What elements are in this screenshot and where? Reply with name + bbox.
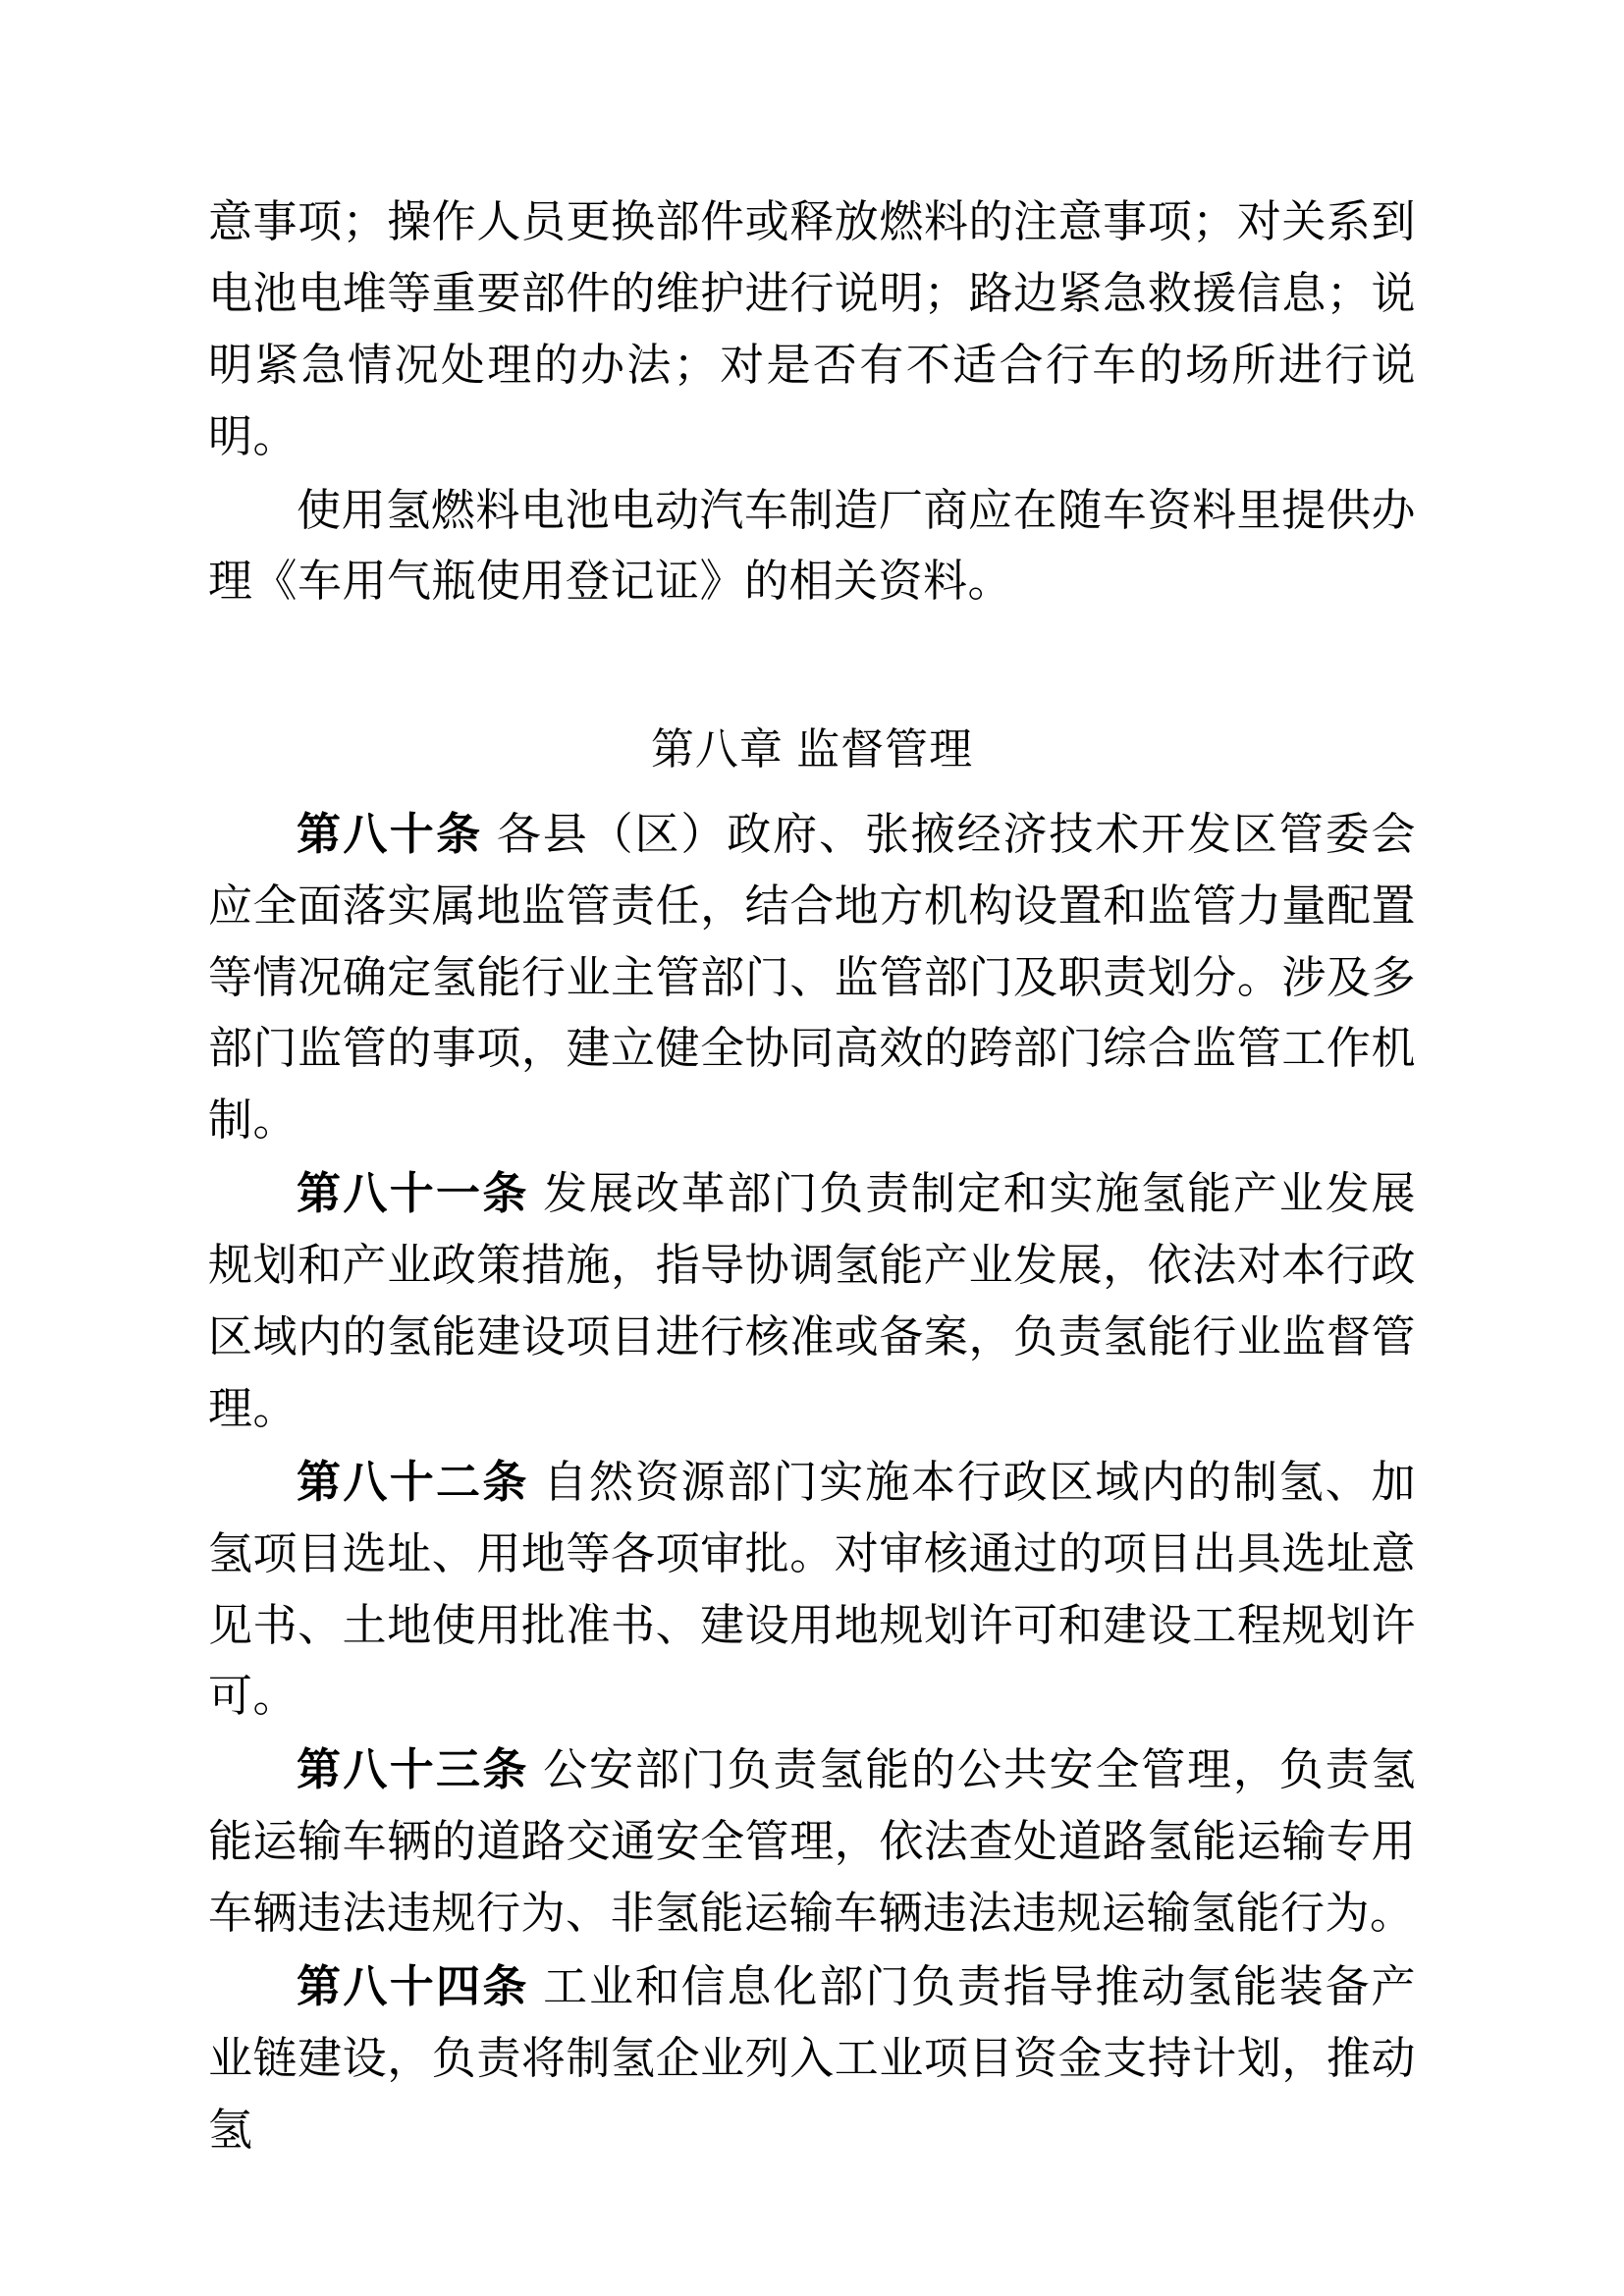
article-83-text: 公安部门负责氢能的公共安全管理，负责氢能运输车辆的道路交通安全管理，依法查处道路氢能运输专用车辆违法违规行为、非氢能运输车辆违法违规运输氢能行为。 [208,1744,1416,1939]
article-80-text: 各县（区）政府、张掖经济技术开发区管委会应全面落实属地监管责任，结合地方机构设置和监管力量配置等情况确定氢能行业主管部门、监管部门及职责划分。涉及多部门监管的事项，建立健全协同高效的跨部门综合监管工作机制。 [208,808,1416,1146]
article-80-label: 第八十条 [297,808,483,859]
article-81-label: 第八十一条 [297,1168,529,1219]
article-82 [208,1447,1416,1734]
article-83 [208,1735,1416,1949]
article-84-label: 第八十四条 [297,1960,529,2011]
chapter-heading: 第八章 监督管理 [650,725,974,774]
article-82-text: 自然资源部门实施本行政区域内的制氢、加氢项目选址、用地等各项审批。对审核通过的项目出具选址意见书、土地使用批准书、建设用地规划许可和建设工程规划许可。 [208,1456,1416,1722]
section-spacer [208,619,1416,661]
article-83-label: 第八十三条 [297,1744,529,1795]
document-body [208,187,1416,2166]
article-84-text: 工业和信息化部门负责指导推动氢能装备产业链建设，负责将制氢企业列入工业项目资金支持计划，推动氢 [208,1960,1416,2155]
paragraph-registration-certificate: 使用氢燃料电池电动汽车制造厂商应在随车资料里提供办理《车用气瓶使用登记证》的相关资料。 [208,484,1416,607]
article-81-text: 发展改革部门负责制定和实施氢能产业发展规划和产业政策措施，指导协调氢能产业发展，依法对本行政区域内的氢能建设项目进行核准或备案，负责氢能行业监督管理。 [208,1168,1416,1433]
article-81 [208,1158,1416,1445]
article-84 [208,1951,1416,2166]
article-82-label: 第八十二条 [297,1456,529,1507]
paragraph-continued: 意事项；操作人员更换部件或释放燃料的注意事项；对关系到电池电堆等重要部件的维护进行说明；路边紧急救援信息；说明紧急情况处理的办法；对是否有不适合行车的场所进行说明。 [208,196,1416,461]
article-80 [208,799,1416,1156]
